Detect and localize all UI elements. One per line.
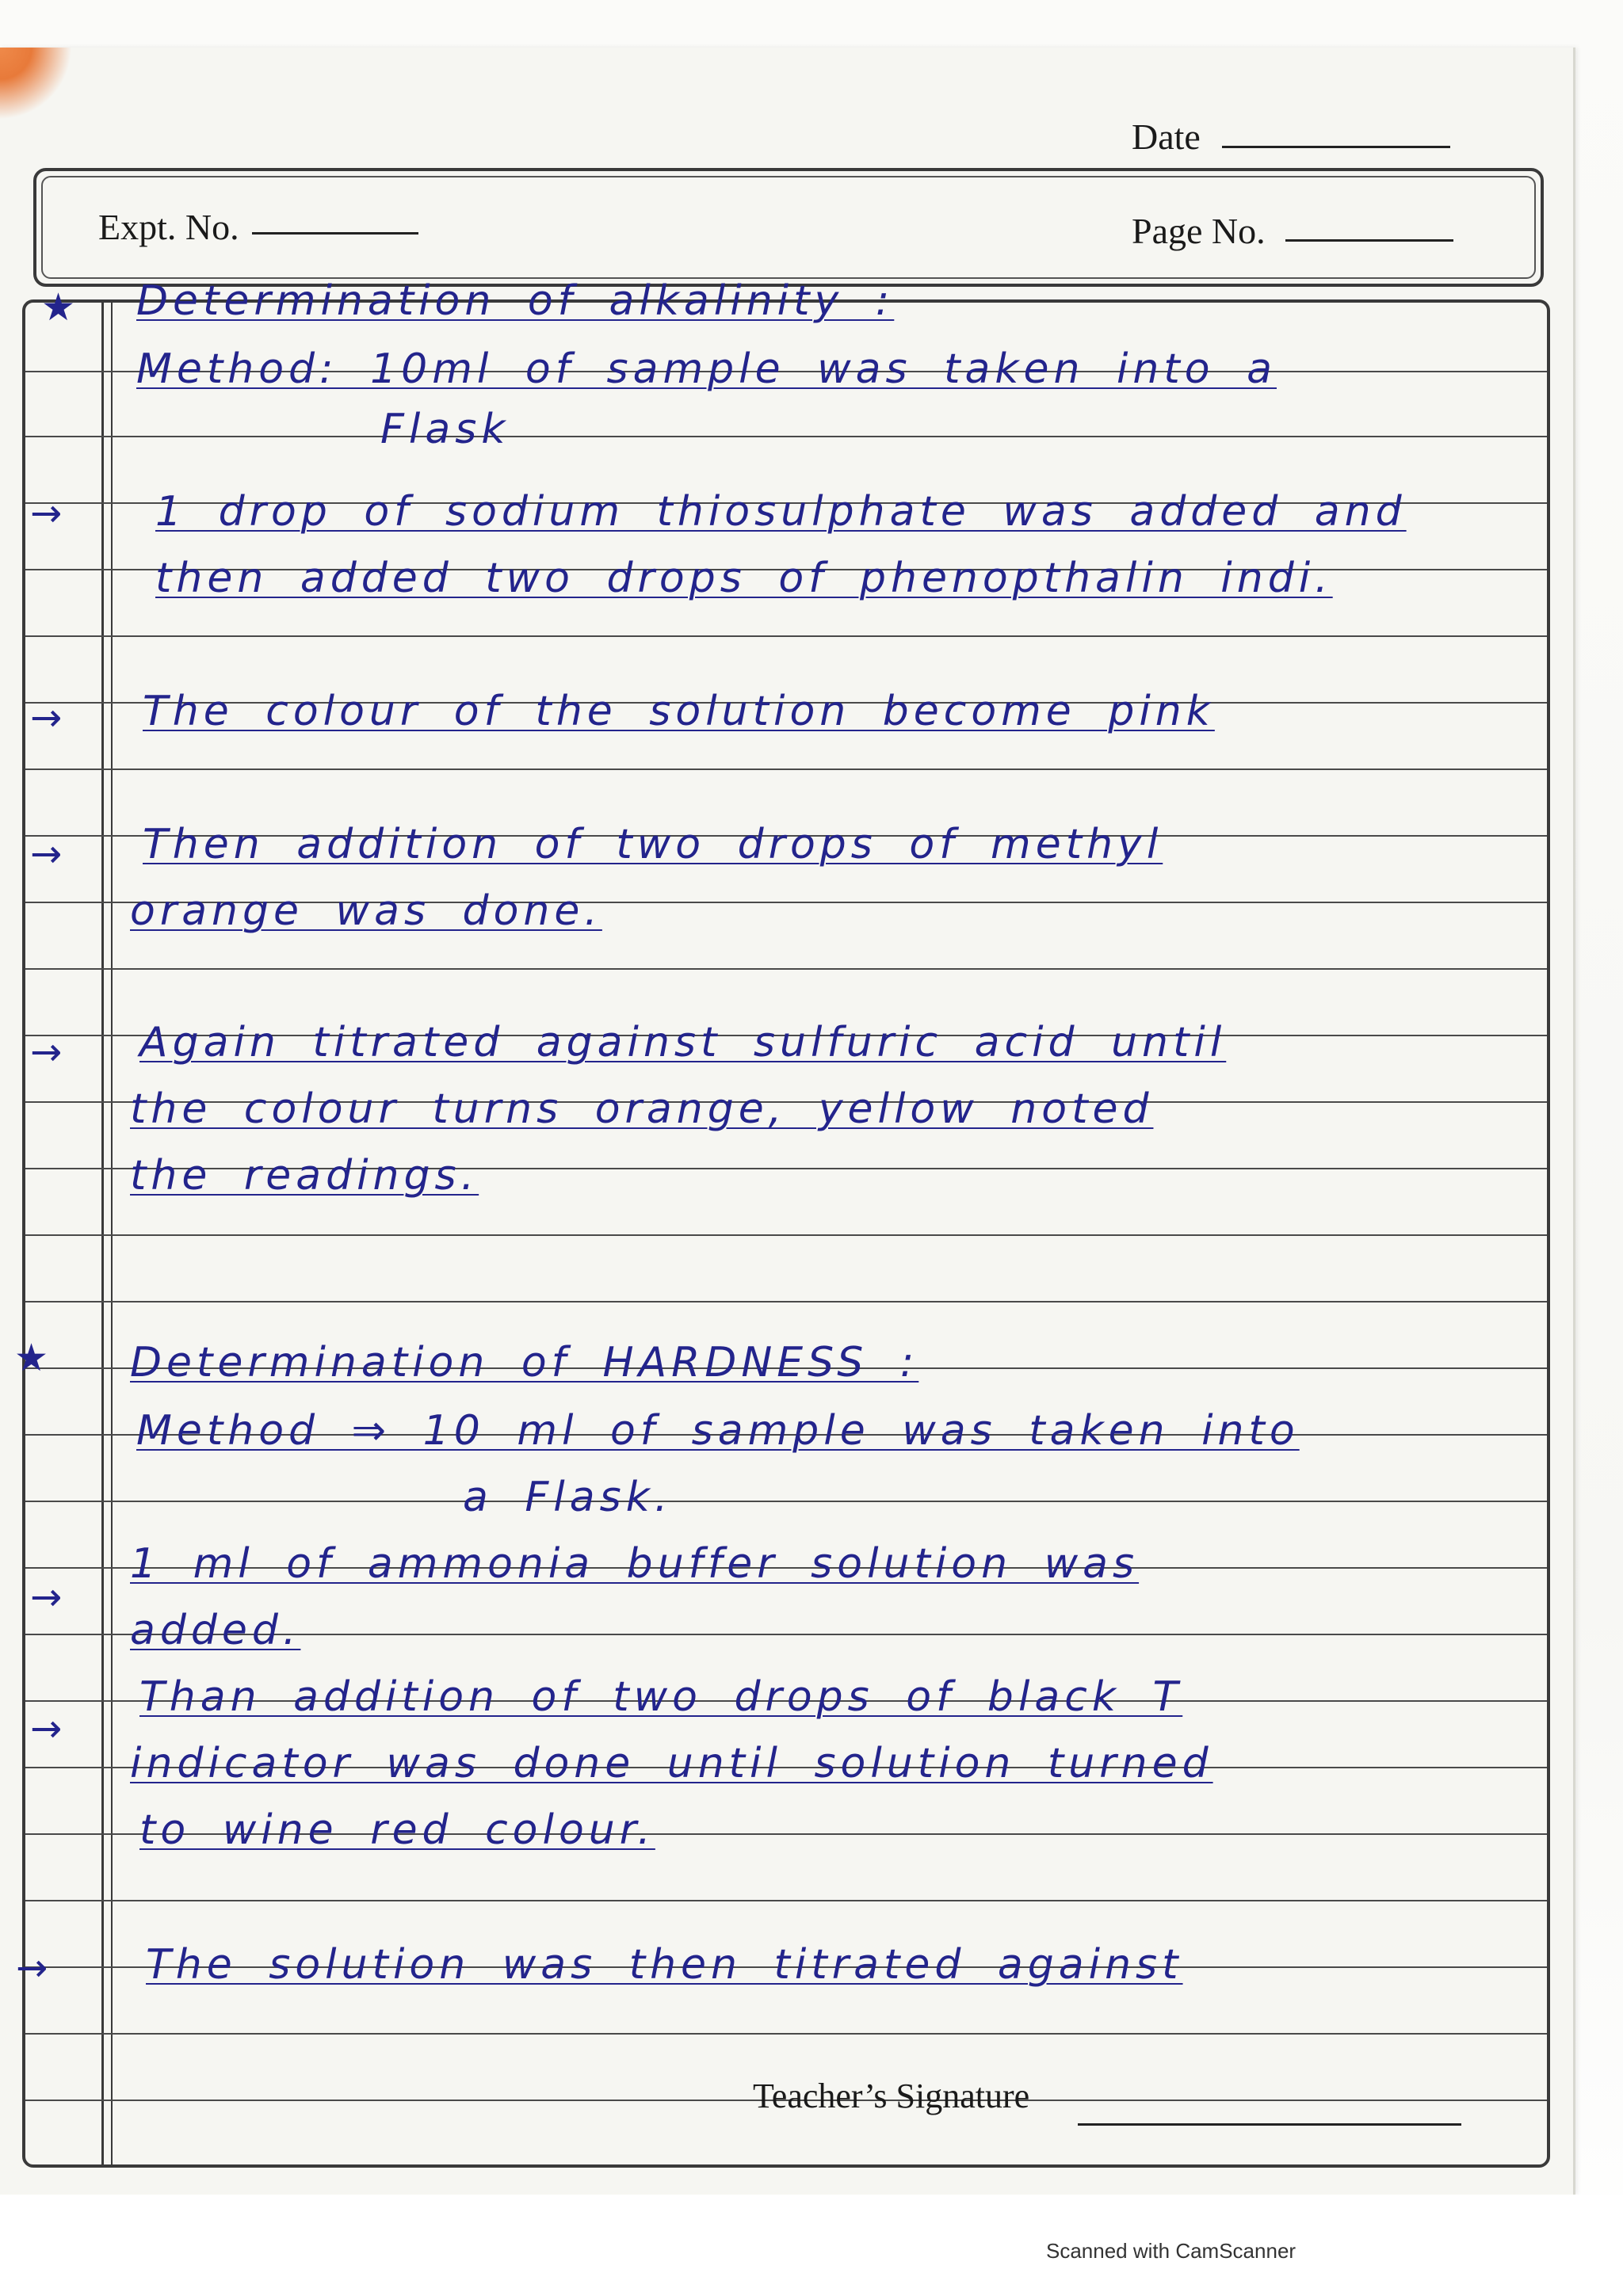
- alk-step4-line-1: Again titrated against sulfuric acid until: [139, 1019, 1227, 1066]
- hard-step2-line-3: to wine red colour.: [139, 1806, 655, 1854]
- alkalinity-method-line-2: Flask: [380, 406, 510, 453]
- hard-step1-line-2: added.: [130, 1607, 301, 1654]
- hard-step3: The solution was then titrated against: [146, 1941, 1183, 1989]
- alkalinity-method-line-1: Method: 10ml of sample was taken into a: [136, 345, 1277, 393]
- alk-step3-line-1: Then addition of two drops of methyl: [143, 821, 1163, 868]
- rule-line: [25, 436, 1547, 437]
- hard-step2-line-1: Than addition of two drops of black T: [139, 1673, 1183, 1721]
- hard-step2-line-2: indicator was done until solution turned: [130, 1740, 1213, 1787]
- hardness-method-line-1: Method ⇒ 10 ml of sample was taken into: [136, 1407, 1300, 1455]
- hard-step1-line-1: 1 ml of ammonia buffer solution was: [130, 1540, 1140, 1588]
- alk-step3-line-2: orange was done.: [130, 887, 602, 935]
- expt-no-line: [252, 232, 418, 235]
- margin-line-inner: [111, 303, 113, 2164]
- rule-line: [25, 635, 1547, 637]
- hardness-title: Determination of HARDNESS :: [130, 1339, 919, 1386]
- rule-line: [25, 968, 1547, 970]
- alk-step1-line-1: 1 drop of sodium thiosulphate was added and: [155, 488, 1407, 536]
- alk-step4-line-3: the readings.: [130, 1152, 479, 1199]
- orange-corner: [0, 48, 71, 119]
- arrow-icon: →: [30, 1707, 63, 1751]
- rule-line: [25, 1501, 1547, 1502]
- margin-line: [101, 303, 104, 2164]
- rule-line: [25, 1234, 1547, 1236]
- arrow-icon: →: [30, 696, 63, 740]
- arrow-icon: →: [30, 1575, 63, 1619]
- rule-line: [25, 769, 1547, 770]
- scanner-watermark: Scanned with CamScanner: [1046, 2239, 1296, 2263]
- header-box: [33, 168, 1544, 287]
- page-no-line: [1285, 239, 1453, 242]
- alk-step2: The colour of the solution become pink: [143, 688, 1215, 735]
- page-no-label: Page No.: [1132, 211, 1266, 251]
- arrow-icon: →: [30, 832, 63, 876]
- alk-step4-line-2: the colour turns orange, yellow noted: [130, 1085, 1154, 1133]
- teacher-signature-label: Teacher’s Signature: [753, 2077, 1030, 2115]
- arrow-icon: →: [30, 491, 63, 536]
- date-label: Date: [1132, 116, 1201, 157]
- alkalinity-title: Determination of alkalinity :: [136, 277, 895, 325]
- rule-line: [25, 1301, 1547, 1302]
- rule-line: [25, 1900, 1547, 1901]
- star-icon: ★: [14, 1336, 49, 1380]
- notebook-sheet: [0, 48, 1575, 2195]
- scan-bottom-margin: [0, 2195, 1623, 2296]
- arrow-icon: →: [16, 1946, 48, 1990]
- hardness-method-line-2: a Flask.: [463, 1474, 673, 1521]
- signature-line: [1078, 2123, 1461, 2126]
- alk-step1-line-2: then added two drops of phenopthalin indi.: [155, 555, 1333, 602]
- date-line: [1222, 146, 1450, 148]
- star-icon: ★: [41, 285, 76, 330]
- rule-line: [25, 2033, 1547, 2035]
- expt-no-label: Expt. No.: [98, 207, 239, 247]
- arrow-icon: →: [30, 1030, 63, 1074]
